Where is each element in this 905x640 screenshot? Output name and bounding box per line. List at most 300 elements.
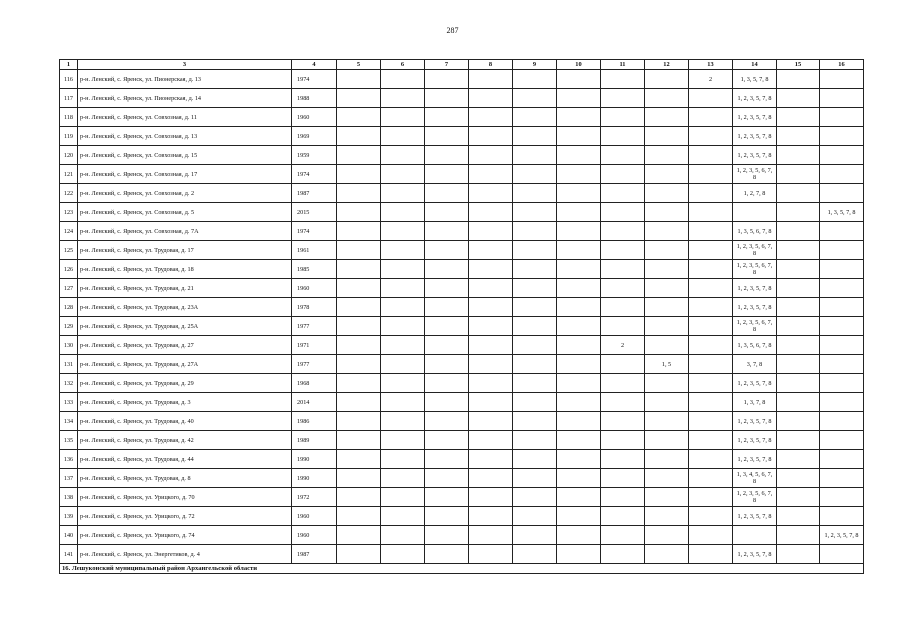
col-11-cell [601, 279, 645, 298]
col-11-cell [601, 260, 645, 279]
row-number-cell: 123 [60, 203, 78, 222]
col-12-cell [645, 450, 689, 469]
col-15-cell [777, 184, 820, 203]
col-14-cell: 1, 2, 3, 5, 7, 8 [733, 146, 777, 165]
table-row [60, 526, 864, 545]
col-16-cell [820, 279, 864, 298]
table-body [60, 60, 864, 574]
col-6-cell [381, 127, 425, 146]
col-16-cell [820, 431, 864, 450]
col-16-cell [820, 89, 864, 108]
col-13-cell [689, 412, 733, 431]
address-cell: р-н. Ленский, с. Яренск, ул. Трудовая, д. 42 [78, 431, 292, 450]
col-10-cell [557, 184, 601, 203]
col-10-cell [557, 450, 601, 469]
col-16-cell [820, 507, 864, 526]
col-12-cell [645, 469, 689, 488]
col-9-cell [513, 108, 557, 127]
table-row [60, 317, 864, 336]
col-15-cell [777, 89, 820, 108]
table-row [60, 393, 864, 412]
col-7-cell [425, 545, 469, 564]
col-10-cell [557, 241, 601, 260]
col-7-cell [425, 127, 469, 146]
row-number-cell: 130 [60, 336, 78, 355]
col-9-cell [513, 317, 557, 336]
col-5-cell [337, 526, 381, 545]
col-8-cell [469, 146, 513, 165]
col-9-cell [513, 89, 557, 108]
col-13-cell [689, 165, 733, 184]
col-7-cell [425, 507, 469, 526]
col-15-cell [777, 393, 820, 412]
table-row [60, 241, 864, 260]
address-cell: р-н. Ленский, с. Яренск, ул. Урицкого, д. 74 [78, 526, 292, 545]
column-header: 7 [425, 60, 469, 70]
table-row [60, 336, 864, 355]
col-15-cell [777, 374, 820, 393]
col-12-cell [645, 279, 689, 298]
year-cell: 2015 [292, 203, 337, 222]
col-13-cell [689, 450, 733, 469]
col-13-cell [689, 526, 733, 545]
table-row [60, 127, 864, 146]
col-14-cell [733, 526, 777, 545]
row-number-cell: 121 [60, 165, 78, 184]
col-14-cell: 1, 2, 3, 5, 6, 7, 8 [733, 317, 777, 336]
col-13-cell [689, 336, 733, 355]
col-6-cell [381, 507, 425, 526]
col-7-cell [425, 279, 469, 298]
col-14-cell [733, 203, 777, 222]
section-title: 16. Лешуконский муниципальный район Архангельской области [60, 564, 864, 574]
year-cell: 1987 [292, 545, 337, 564]
col-12-cell [645, 412, 689, 431]
col-8-cell [469, 222, 513, 241]
col-15-cell [777, 241, 820, 260]
col-8-cell [469, 298, 513, 317]
col-8-cell [469, 507, 513, 526]
col-7-cell [425, 431, 469, 450]
row-number-cell: 129 [60, 317, 78, 336]
year-cell: 1971 [292, 336, 337, 355]
col-11-cell [601, 526, 645, 545]
col-13-cell [689, 89, 733, 108]
col-15-cell [777, 260, 820, 279]
year-cell: 1990 [292, 450, 337, 469]
row-number-cell: 131 [60, 355, 78, 374]
col-7-cell [425, 412, 469, 431]
col-15-cell [777, 298, 820, 317]
col-5-cell [337, 108, 381, 127]
col-10-cell [557, 146, 601, 165]
col-9-cell [513, 507, 557, 526]
address-cell: р-н. Ленский, с. Яренск, ул. Трудовая, д. 3 [78, 393, 292, 412]
col-10-cell [557, 393, 601, 412]
col-10-cell [557, 108, 601, 127]
col-5-cell [337, 165, 381, 184]
table-row [60, 222, 864, 241]
year-cell: 1977 [292, 355, 337, 374]
col-11-cell [601, 146, 645, 165]
col-5-cell [337, 355, 381, 374]
col-5-cell [337, 279, 381, 298]
col-12-cell [645, 393, 689, 412]
col-11-cell [601, 108, 645, 127]
col-10-cell [557, 488, 601, 507]
col-9-cell [513, 127, 557, 146]
col-10-cell [557, 165, 601, 184]
col-5-cell [337, 222, 381, 241]
col-12-cell [645, 108, 689, 127]
table-row [60, 374, 864, 393]
col-11-cell [601, 165, 645, 184]
column-header: 5 [337, 60, 381, 70]
col-8-cell [469, 317, 513, 336]
address-cell: р-н. Ленский, с. Яренск, ул. Совхозная, д. 15 [78, 146, 292, 165]
col-11-cell [601, 70, 645, 89]
row-number-cell: 133 [60, 393, 78, 412]
col-9-cell [513, 393, 557, 412]
col-5-cell [337, 469, 381, 488]
address-cell: р-н. Ленский, с. Яренск, ул. Трудовая, д. 44 [78, 450, 292, 469]
table-row [60, 507, 864, 526]
col-10-cell [557, 412, 601, 431]
col-8-cell [469, 203, 513, 222]
register-table [59, 59, 864, 574]
col-6-cell [381, 165, 425, 184]
address-cell: р-н. Ленский, с. Яренск, ул. Пионерская, д. 14 [78, 89, 292, 108]
col-8-cell [469, 488, 513, 507]
col-9-cell [513, 298, 557, 317]
col-15-cell [777, 488, 820, 507]
col-14-cell: 1, 2, 3, 5, 7, 8 [733, 431, 777, 450]
col-6-cell [381, 70, 425, 89]
col-13-cell: 2 [689, 70, 733, 89]
col-8-cell [469, 412, 513, 431]
col-7-cell [425, 89, 469, 108]
col-6-cell [381, 260, 425, 279]
col-6-cell [381, 336, 425, 355]
col-6-cell [381, 279, 425, 298]
col-6-cell [381, 526, 425, 545]
col-7-cell [425, 317, 469, 336]
col-8-cell [469, 241, 513, 260]
col-12-cell [645, 526, 689, 545]
col-11-cell [601, 431, 645, 450]
col-5-cell [337, 317, 381, 336]
col-9-cell [513, 431, 557, 450]
row-number-cell: 117 [60, 89, 78, 108]
col-16-cell [820, 317, 864, 336]
table-row [60, 184, 864, 203]
col-13-cell [689, 298, 733, 317]
col-11-cell [601, 298, 645, 317]
col-14-cell: 1, 3, 5, 6, 7, 8 [733, 222, 777, 241]
col-7-cell [425, 108, 469, 127]
address-cell: р-н. Ленский, с. Яренск, ул. Трудовая, д. 21 [78, 279, 292, 298]
col-11-cell [601, 203, 645, 222]
col-13-cell [689, 488, 733, 507]
col-13-cell [689, 469, 733, 488]
col-6-cell [381, 393, 425, 412]
col-16-cell [820, 488, 864, 507]
address-cell: р-н. Ленский, с. Яренск, ул. Трудовая, д. 29 [78, 374, 292, 393]
col-7-cell [425, 241, 469, 260]
col-14-cell: 1, 2, 3, 5, 7, 8 [733, 108, 777, 127]
col-14-cell: 1, 2, 3, 5, 7, 8 [733, 450, 777, 469]
col-13-cell [689, 127, 733, 146]
address-cell: р-н. Ленский, с. Яренск, ул. Совхозная, д. 5 [78, 203, 292, 222]
row-number-cell: 116 [60, 70, 78, 89]
col-15-cell [777, 146, 820, 165]
col-16-cell [820, 469, 864, 488]
year-cell: 1988 [292, 89, 337, 108]
col-12-cell: 1, 5 [645, 355, 689, 374]
section-row [60, 564, 864, 574]
year-cell: 1974 [292, 165, 337, 184]
column-header: 13 [689, 60, 733, 70]
col-10-cell [557, 355, 601, 374]
address-cell: р-н. Ленский, с. Яренск, ул. Совхозная, д. 11 [78, 108, 292, 127]
col-10-cell [557, 374, 601, 393]
col-9-cell [513, 374, 557, 393]
col-14-cell: 1, 2, 3, 5, 6, 7, 8 [733, 241, 777, 260]
row-number-cell: 139 [60, 507, 78, 526]
col-9-cell [513, 146, 557, 165]
table-row [60, 412, 864, 431]
col-9-cell [513, 545, 557, 564]
row-number-cell: 119 [60, 127, 78, 146]
row-number-cell: 135 [60, 431, 78, 450]
col-6-cell [381, 412, 425, 431]
col-13-cell [689, 355, 733, 374]
year-cell: 1960 [292, 108, 337, 127]
col-16-cell [820, 165, 864, 184]
col-14-cell: 1, 2, 3, 5, 7, 8 [733, 507, 777, 526]
col-16-cell [820, 127, 864, 146]
row-number-cell: 120 [60, 146, 78, 165]
year-cell: 1986 [292, 412, 337, 431]
row-number-cell: 118 [60, 108, 78, 127]
col-14-cell: 1, 2, 3, 5, 6, 7, 8 [733, 260, 777, 279]
col-9-cell [513, 165, 557, 184]
col-13-cell [689, 545, 733, 564]
col-6-cell [381, 108, 425, 127]
col-8-cell [469, 545, 513, 564]
col-5-cell [337, 412, 381, 431]
col-9-cell [513, 241, 557, 260]
col-11-cell [601, 184, 645, 203]
table-row [60, 431, 864, 450]
col-8-cell [469, 393, 513, 412]
col-11-cell: 2 [601, 336, 645, 355]
col-16-cell [820, 412, 864, 431]
col-11-cell [601, 545, 645, 564]
year-cell: 1960 [292, 279, 337, 298]
col-16-cell [820, 374, 864, 393]
table-row [60, 165, 864, 184]
col-8-cell [469, 127, 513, 146]
column-header: 10 [557, 60, 601, 70]
col-11-cell [601, 469, 645, 488]
row-number-cell: 138 [60, 488, 78, 507]
col-6-cell [381, 545, 425, 564]
col-9-cell [513, 526, 557, 545]
col-16-cell [820, 393, 864, 412]
col-7-cell [425, 146, 469, 165]
row-number-cell: 134 [60, 412, 78, 431]
row-number-cell: 124 [60, 222, 78, 241]
col-7-cell [425, 203, 469, 222]
col-16-cell [820, 355, 864, 374]
col-15-cell [777, 336, 820, 355]
col-11-cell [601, 241, 645, 260]
col-5-cell [337, 393, 381, 412]
col-8-cell [469, 526, 513, 545]
col-9-cell [513, 488, 557, 507]
column-header: 3 [78, 60, 292, 70]
row-number-cell: 122 [60, 184, 78, 203]
col-8-cell [469, 374, 513, 393]
year-cell: 1974 [292, 222, 337, 241]
col-5-cell [337, 507, 381, 526]
col-14-cell: 3, 7, 8 [733, 355, 777, 374]
address-cell: р-н. Ленский, с. Яренск, ул. Энергетиков, д. 4 [78, 545, 292, 564]
col-5-cell [337, 488, 381, 507]
col-8-cell [469, 431, 513, 450]
year-cell: 1972 [292, 488, 337, 507]
column-header: 11 [601, 60, 645, 70]
col-5-cell [337, 203, 381, 222]
col-6-cell [381, 184, 425, 203]
col-12-cell [645, 127, 689, 146]
col-16-cell [820, 241, 864, 260]
col-7-cell [425, 165, 469, 184]
col-10-cell [557, 526, 601, 545]
year-cell: 1959 [292, 146, 337, 165]
col-10-cell [557, 469, 601, 488]
col-5-cell [337, 336, 381, 355]
col-5-cell [337, 545, 381, 564]
column-header: 14 [733, 60, 777, 70]
col-6-cell [381, 317, 425, 336]
year-cell: 1960 [292, 507, 337, 526]
col-14-cell: 1, 3, 5, 6, 7, 8 [733, 336, 777, 355]
table-row [60, 545, 864, 564]
col-7-cell [425, 526, 469, 545]
col-10-cell [557, 260, 601, 279]
col-16-cell [820, 184, 864, 203]
row-number-cell: 132 [60, 374, 78, 393]
col-13-cell [689, 393, 733, 412]
col-16-cell [820, 545, 864, 564]
col-14-cell: 1, 2, 3, 5, 7, 8 [733, 412, 777, 431]
col-7-cell [425, 222, 469, 241]
col-14-cell: 1, 3, 4, 5, 6, 7, 8 [733, 469, 777, 488]
col-13-cell [689, 241, 733, 260]
col-13-cell [689, 108, 733, 127]
year-cell: 1990 [292, 469, 337, 488]
col-5-cell [337, 260, 381, 279]
col-8-cell [469, 89, 513, 108]
col-10-cell [557, 222, 601, 241]
col-13-cell [689, 374, 733, 393]
col-8-cell [469, 469, 513, 488]
col-5-cell [337, 450, 381, 469]
column-header: 6 [381, 60, 425, 70]
col-11-cell [601, 89, 645, 108]
col-5-cell [337, 431, 381, 450]
col-15-cell [777, 317, 820, 336]
col-9-cell [513, 336, 557, 355]
year-cell: 2014 [292, 393, 337, 412]
address-cell: р-н. Ленский, с. Яренск, ул. Совхозная, д. 2 [78, 184, 292, 203]
col-13-cell [689, 260, 733, 279]
col-14-cell: 1, 3, 5, 7, 8 [733, 70, 777, 89]
col-7-cell [425, 450, 469, 469]
col-10-cell [557, 70, 601, 89]
col-5-cell [337, 70, 381, 89]
col-7-cell [425, 336, 469, 355]
col-15-cell [777, 450, 820, 469]
address-cell: р-н. Ленский, с. Яренск, ул. Урицкого, д. 70 [78, 488, 292, 507]
col-15-cell [777, 412, 820, 431]
year-cell: 1985 [292, 260, 337, 279]
col-11-cell [601, 488, 645, 507]
col-7-cell [425, 184, 469, 203]
col-7-cell [425, 260, 469, 279]
col-8-cell [469, 336, 513, 355]
col-14-cell: 1, 2, 3, 5, 6, 7, 8 [733, 488, 777, 507]
col-13-cell [689, 222, 733, 241]
col-6-cell [381, 241, 425, 260]
col-16-cell: 1, 2, 3, 5, 7, 8 [820, 526, 864, 545]
col-11-cell [601, 222, 645, 241]
col-10-cell [557, 279, 601, 298]
table-row [60, 70, 864, 89]
column-header: 9 [513, 60, 557, 70]
table-row [60, 203, 864, 222]
col-5-cell [337, 146, 381, 165]
col-12-cell [645, 70, 689, 89]
col-6-cell [381, 488, 425, 507]
col-14-cell: 1, 2, 3, 5, 7, 8 [733, 127, 777, 146]
year-cell: 1974 [292, 70, 337, 89]
col-14-cell: 1, 2, 3, 5, 7, 8 [733, 279, 777, 298]
address-cell: р-н. Ленский, с. Яренск, ул. Трудовая, д. 17 [78, 241, 292, 260]
table-row [60, 469, 864, 488]
col-14-cell: 1, 2, 3, 5, 7, 8 [733, 374, 777, 393]
address-cell: р-н. Ленский, с. Яренск, ул. Трудовая, д. 18 [78, 260, 292, 279]
col-13-cell [689, 203, 733, 222]
col-15-cell [777, 526, 820, 545]
col-16-cell: 1, 3, 5, 7, 8 [820, 203, 864, 222]
col-7-cell [425, 374, 469, 393]
address-cell: р-н. Ленский, с. Яренск, ул. Трудовая, д. 23А [78, 298, 292, 317]
col-7-cell [425, 70, 469, 89]
col-12-cell [645, 184, 689, 203]
col-10-cell [557, 298, 601, 317]
year-cell: 1977 [292, 317, 337, 336]
col-5-cell [337, 184, 381, 203]
col-12-cell [645, 241, 689, 260]
table-row [60, 260, 864, 279]
col-8-cell [469, 70, 513, 89]
col-12-cell [645, 431, 689, 450]
col-6-cell [381, 203, 425, 222]
address-cell: р-н. Ленский, с. Яренск, ул. Совхозная, д. 17 [78, 165, 292, 184]
